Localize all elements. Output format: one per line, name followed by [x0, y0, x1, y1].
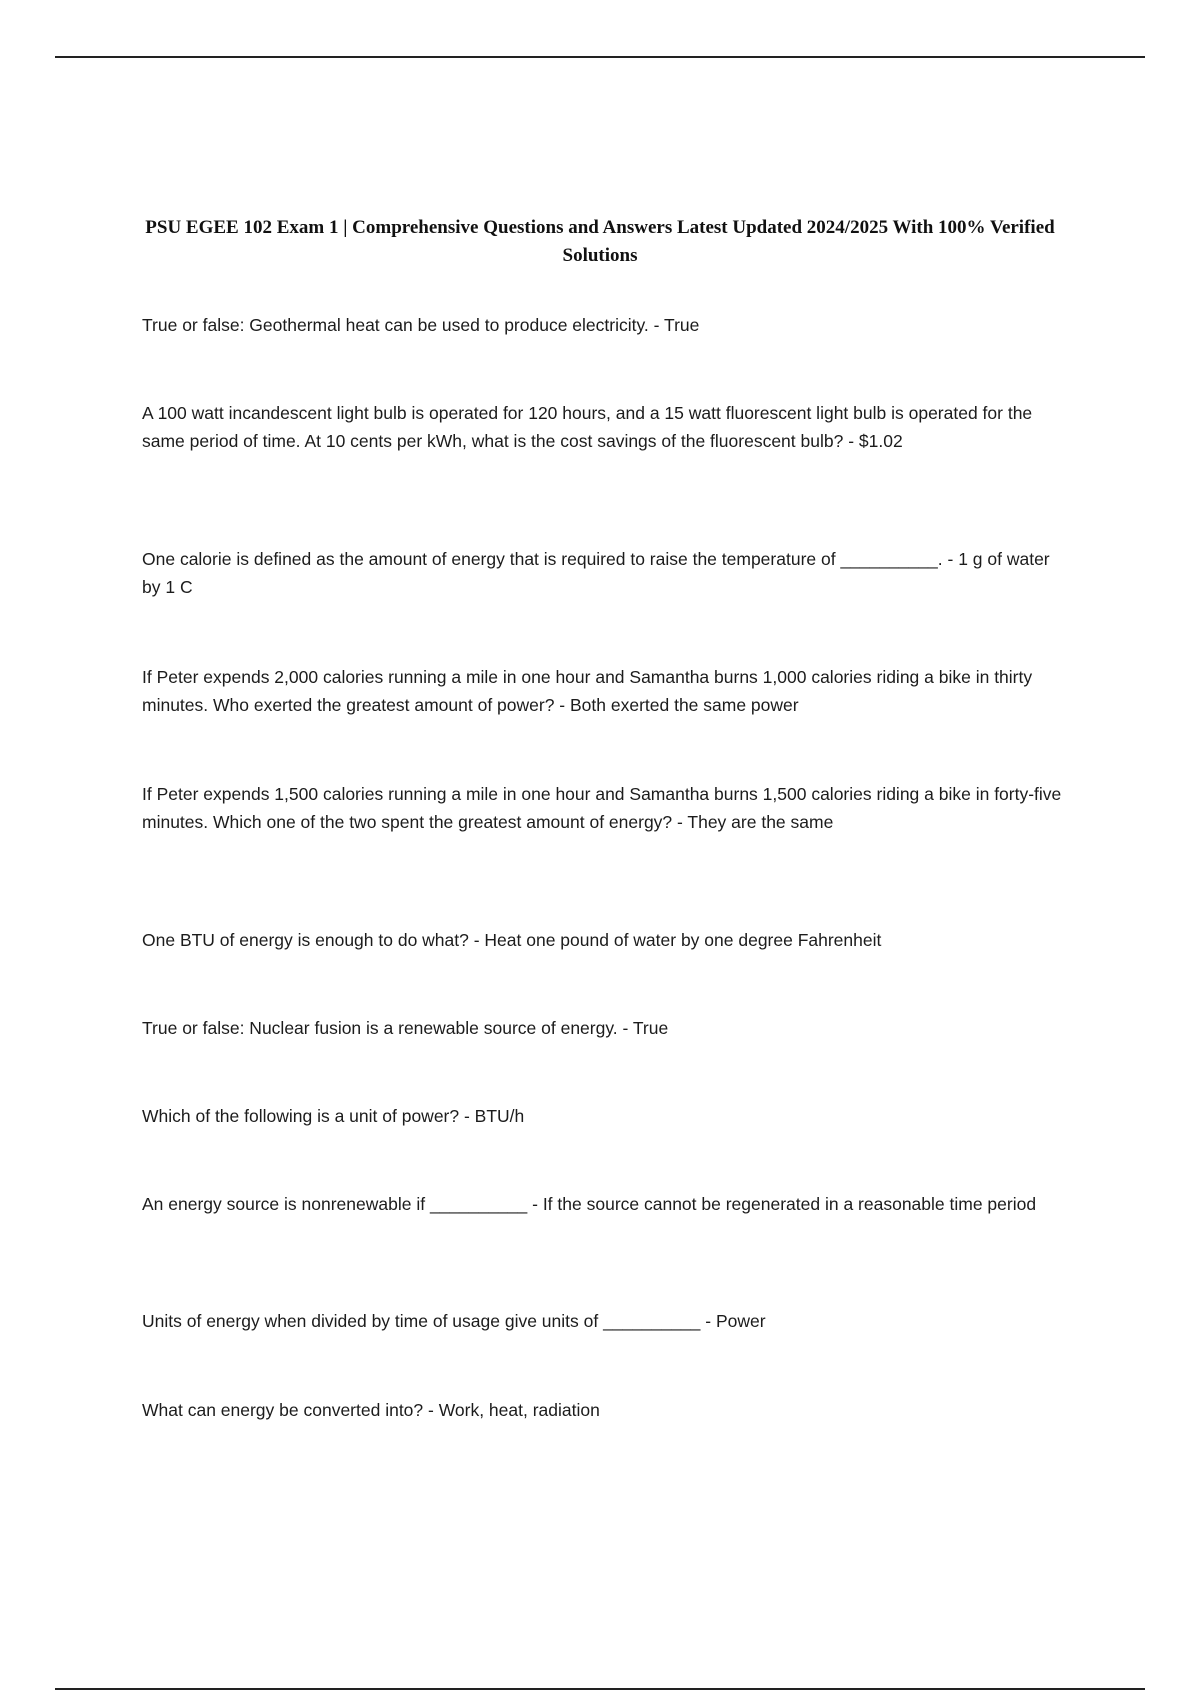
bottom-rule — [55, 1688, 1145, 1690]
qa-item-7: True or false: Nuclear fusion is a renewable source of energy. - True — [142, 1018, 669, 1038]
qa-item-1: True or false: Geothermal heat can be used to produce electricity. - True — [142, 315, 700, 335]
qa-item-11: What can energy be converted into? - Work, heat, radiation — [142, 1400, 600, 1420]
qa-item-4: If Peter expends 2,000 calories running a mile in one hour and Samantha burns 1,000 calories riding a bike in thirty minutes. Who exerted the greatest amount of power? - Both exerted the same power — [142, 667, 1033, 715]
qa-item-9: An energy source is nonrenewable if __________ - If the source cannot be regenerated in a reasonable time period — [142, 1194, 1037, 1214]
top-rule — [55, 56, 1145, 58]
qa-item-3: One calorie is defined as the amount of energy that is required to raise the temperature of __________. - 1 g of water by 1 C — [142, 549, 1050, 597]
qa-item-6: One BTU of energy is enough to do what? - Heat one pound of water by one degree Fahrenheit — [142, 930, 882, 950]
qa-item-8: Which of the following is a unit of power? - BTU/h — [142, 1106, 525, 1126]
document-title: PSU EGEE 102 Exam 1 | Comprehensive Questions and Answers Latest Updated 2024/2025 With 100% Verified Solutions — [145, 217, 1055, 266]
qa-item-5: If Peter expends 1,500 calories running a mile in one hour and Samantha burns 1,500 calories riding a bike in forty-five minutes. Which one of the two spent the greatest amount of energy? - They are the same — [142, 784, 1062, 832]
qa-item-2: A 100 watt incandescent light bulb is operated for 120 hours, and a 15 watt fluorescent light bulb is operated for the same period of time. At 10 cents per kWh, what is the cost savings of the fluorescent bulb? - $1.02 — [142, 403, 1033, 451]
qa-item-10: Units of energy when divided by time of usage give units of __________ - Power — [142, 1311, 766, 1331]
